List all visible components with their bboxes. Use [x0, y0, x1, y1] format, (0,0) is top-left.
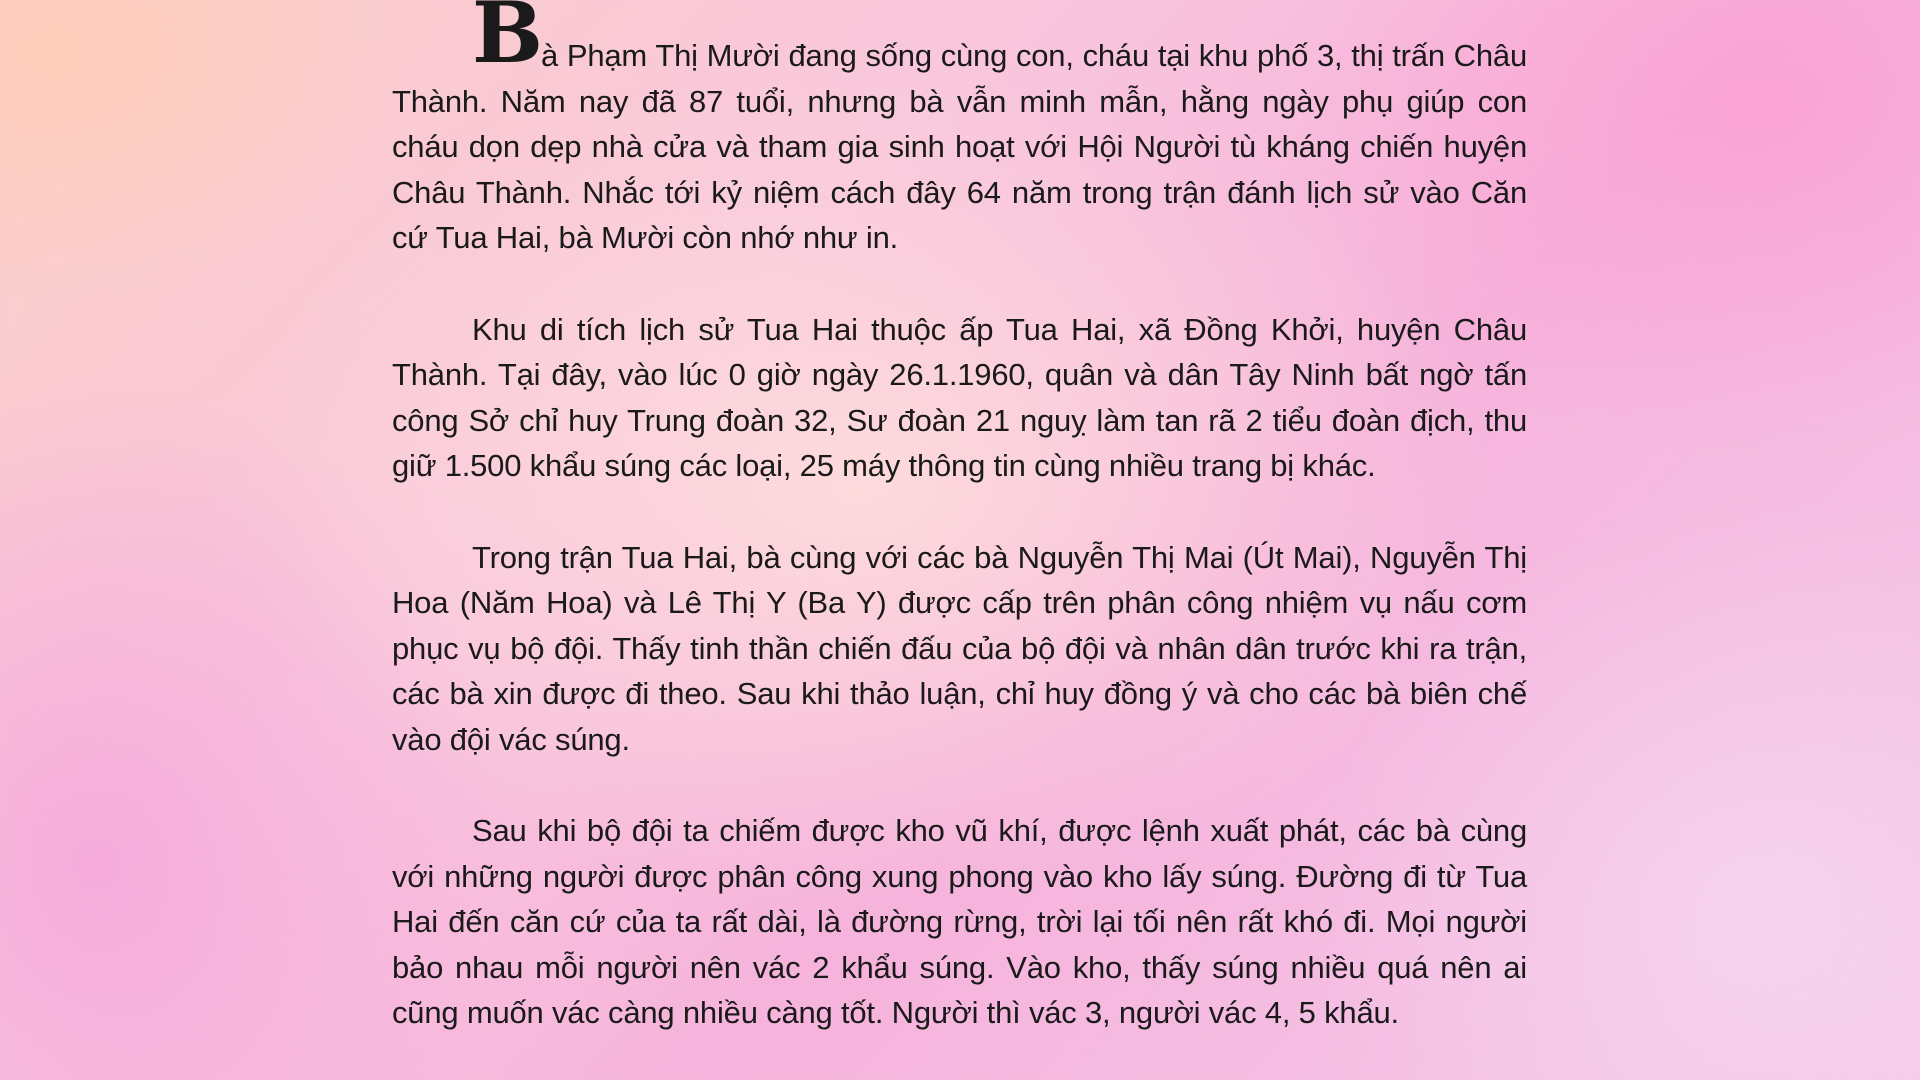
drop-cap: B — [472, 0, 541, 82]
paragraph-4: Sau khi bộ đội ta chiếm được kho vũ khí, được lệnh xuất phát, các bà cùng với những người được phân công xung phong vào kho lấy súng. Đường đi từ Tua Hai đến căn cứ của ta rất dài, là đường rừng, trời lại tối nên rất khó đi. Mọi người bảo nhau mỗi người nên vác 2 khẩu súng. Vào kho, thấy súng nhiều quá nên ai cũng muốn vác càng nhiều càng tốt. Người thì vác 3, người vác 4, 5 khẩu. — [392, 813, 1527, 1030]
paragraph-3: Trong trận Tua Hai, bà cùng với các bà Nguyễn Thị Mai (Út Mai), Nguyễn Thị Hoa (Năm Hoa) và Lê Thị Y (Ba Y) được cấp trên phân công nhiệm vụ nấu cơm phục vụ bộ đội. Thấy tinh thần chiến đấu của bộ đội và nhân dân trước khi ra trận, các bà xin được đi theo. Sau khi thảo luận, chỉ huy đồng ý và cho các bà biên chế vào đội vác súng. — [392, 539, 1527, 757]
paragraph-1-text: à Phạm Thị Mười đang sống cùng con, cháu tại khu phố 3, thị trấn Châu Thành. Năm nay đã 87 tuổi, nhưng bà vẫn minh mẫn, hằng ngày phụ giúp con cháu dọn dẹp nhà cửa và tham gia sinh hoạt với Hội Người tù kháng chiến huyện Châu Thành. Nhắc tới kỷ niệm cách đây 64 năm trong trận đánh lịch sử vào Căn cứ Tua Hai, bà Mười còn nhớ như in. — [392, 38, 1527, 255]
paragraph-1 — [392, 0, 1527, 261]
paragraph-2: Khu di tích lịch sử Tua Hai thuộc ấp Tua Hai, xã Đồng Khởi, huyện Châu Thành. Tại đây, vào lúc 0 giờ ngày 26.1.1960, quân và dân Tây Ninh bất ngờ tấn công Sở chỉ huy Trung đoàn 32, Sư đoàn 21 nguỵ làm tan rã 2 tiểu đoàn địch, thu giữ 1.500 khẩu súng các loại, 25 máy thông tin cùng nhiều trang bị khác. — [392, 311, 1527, 483]
article-body — [392, 0, 1527, 1080]
